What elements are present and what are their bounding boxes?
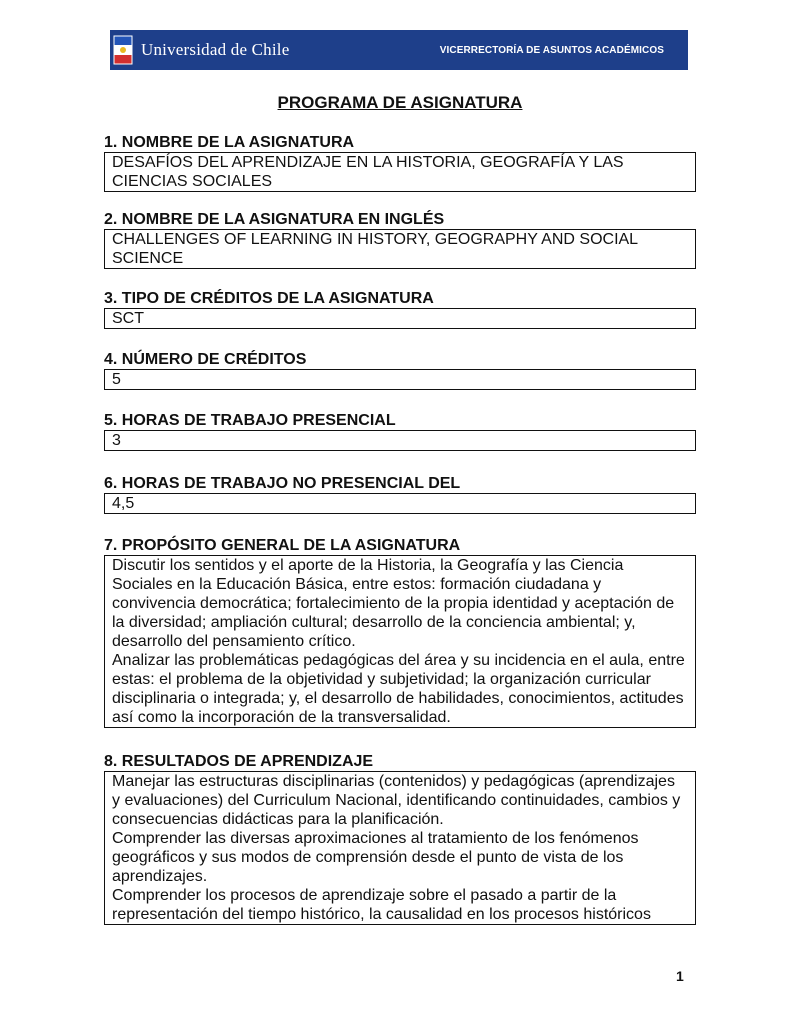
section-content-box xyxy=(104,430,696,451)
content-paragraph: Comprender los procesos de aprendizaje sobre el pasado a partir de la representación del tiempo histórico, la causalidad en los procesos históricos xyxy=(112,887,651,923)
content-paragraph: CHALLENGES OF LEARNING IN HISTORY, GEOGRAPHY AND SOCIAL SCIENCE xyxy=(112,231,638,267)
section-title: 5. HORAS DE TRABAJO PRESENCIAL xyxy=(104,412,396,429)
section-title: 2. NOMBRE DE LA ASIGNATURA EN INGLÉS xyxy=(104,211,445,228)
content-paragraph: DESAFÍOS DEL APRENDIZAJE EN LA HISTORIA, GEOGRAFÍA Y LAS CIENCIAS SOCIALES xyxy=(112,154,624,190)
content-paragraph: 5 xyxy=(112,371,121,388)
section-title: 6. HORAS DE TRABAJO NO PRESENCIAL DEL xyxy=(104,475,461,492)
content-paragraph: Comprender las diversas aproximaciones al tratamiento de los fenómenos geográficos y sus modos de comprensión desde el punto de vista de los aprendizajes. xyxy=(112,830,639,885)
university-crest-icon xyxy=(113,35,133,65)
content-paragraph: 3 xyxy=(112,432,121,449)
section-title: 8. RESULTADOS DE APRENDIZAJE xyxy=(104,753,374,770)
section-6 xyxy=(104,474,696,514)
section-content-box xyxy=(104,229,696,269)
content-paragraph: Manejar las estructuras disciplinarias (contenidos) y pedagógicas (aprendizajes y evaluaciones) del Curriculum Nacional, identificando continuidades, cambios y consecuencias didácticas para la planificación. xyxy=(112,773,681,828)
section-2 xyxy=(104,210,696,269)
content-paragraph: Analizar las problemáticas pedagógicas del área y su incidencia en el aula, entre estas: el problema de la objetividad y subjetividad; la organización curricular disciplinaria o integrada; y, el desarrollo de habilidades, conocimientos, actitudes así como la incorporación de la transversalidad. xyxy=(112,652,685,726)
section-title: 7. PROPÓSITO GENERAL DE LA ASIGNATURA xyxy=(104,537,461,554)
section-content-box xyxy=(104,369,696,390)
header-banner xyxy=(110,30,688,70)
section-8 xyxy=(104,752,696,925)
section-title: 4. NÚMERO DE CRÉDITOS xyxy=(104,351,307,368)
section-5 xyxy=(104,411,696,451)
office-name: VICERRECTORÍA DE ASUNTOS ACADÉMICOS xyxy=(439,44,664,56)
university-logo xyxy=(113,35,289,65)
page-number: 1 xyxy=(676,968,684,984)
section-title: 3. TIPO DE CRÉDITOS DE LA ASIGNATURA xyxy=(104,290,434,307)
section-title: 1. NOMBRE DE LA ASIGNATURA xyxy=(104,134,355,151)
section-content-box xyxy=(104,493,696,514)
section-3 xyxy=(104,289,696,329)
section-7 xyxy=(104,536,696,728)
content-paragraph: Discutir los sentidos y el aporte de la Historia, la Geografía y las Ciencia Sociales en la Educación Básica, entre estos: formación ciudadana y convivencia democrática; fortalecimiento de la propia identidad y aceptación de la diversidad; ampliación cultural; desarrollo de la conciencia ambiental; y, desarrollo del pensamiento crítico. xyxy=(112,557,675,650)
content-paragraph: 4,5 xyxy=(112,495,135,512)
section-content-box xyxy=(104,308,696,329)
content-paragraph: SCT xyxy=(112,310,144,327)
section-content-box xyxy=(104,152,696,192)
section-4 xyxy=(104,350,696,390)
section-content-box xyxy=(104,771,696,925)
document-title: PROGRAMA DE ASIGNATURA xyxy=(277,93,523,112)
university-name: Universidad de Chile xyxy=(141,40,290,59)
section-1 xyxy=(104,133,696,192)
section-content-box xyxy=(104,555,696,728)
